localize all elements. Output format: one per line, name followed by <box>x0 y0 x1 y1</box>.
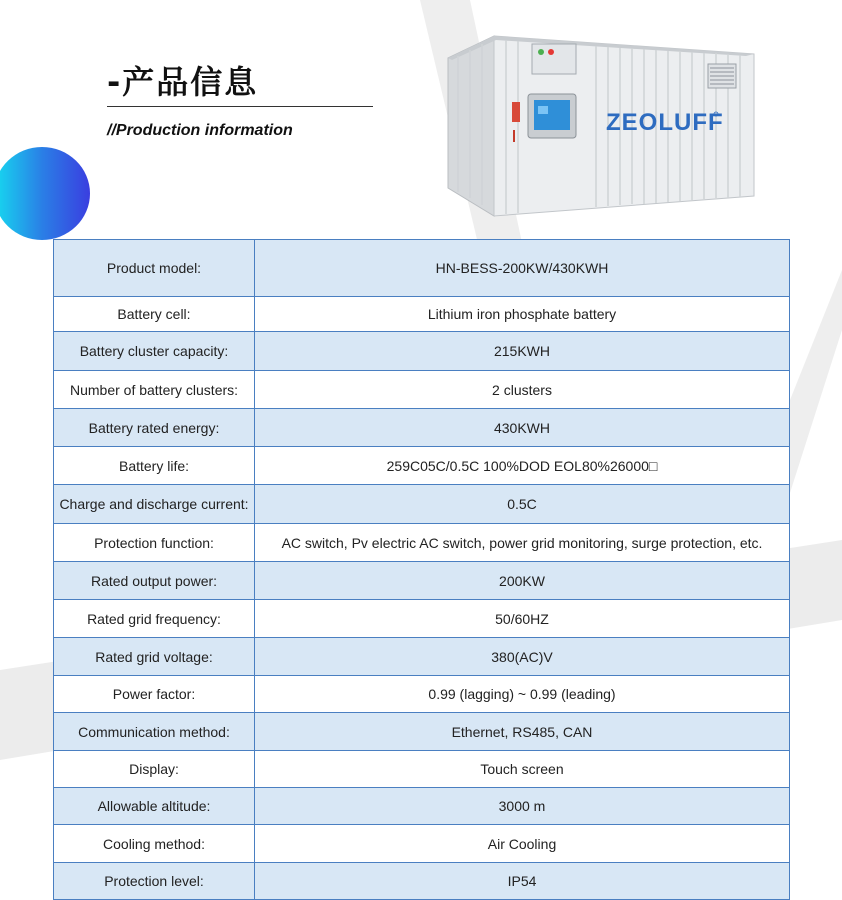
spec-label: Power factor: <box>54 676 255 713</box>
brand-logo-text: ZEOLUFF <box>606 109 724 136</box>
spec-value: 430KWH <box>255 409 790 447</box>
spec-row <box>54 676 790 713</box>
spec-row <box>54 371 790 409</box>
spec-row <box>54 600 790 638</box>
spec-label: Rated grid frequency: <box>54 600 255 638</box>
spec-row <box>54 825 790 863</box>
heading-subtitle-en: //Production information <box>107 122 293 139</box>
spec-label: Protection function: <box>54 524 255 562</box>
spec-label: Battery cluster capacity: <box>54 332 255 371</box>
spec-row <box>54 485 790 524</box>
spec-row <box>54 713 790 751</box>
heading-title-cn: -产品信息 <box>107 63 259 101</box>
spec-label: Product model: <box>54 240 255 297</box>
spec-value: 0.99 (lagging) ~ 0.99 (leading) <box>255 676 790 713</box>
spec-label: Battery life: <box>54 447 255 485</box>
spec-value: 259C05C/0.5C 100%DOD EOL80%26000□ <box>255 447 790 485</box>
spec-row <box>54 447 790 485</box>
spec-row <box>54 751 790 788</box>
spec-label: Communication method: <box>54 713 255 751</box>
spec-label: Protection level: <box>54 863 255 900</box>
product-container-image <box>446 30 756 220</box>
spec-value: 3000 m <box>255 788 790 825</box>
spec-label: Number of battery clusters: <box>54 371 255 409</box>
spec-row <box>54 638 790 676</box>
spec-row <box>54 297 790 332</box>
spec-label: Rated output power: <box>54 562 255 600</box>
spec-value: HN-BESS-200KW/430KWH <box>255 240 790 297</box>
spec-value: AC switch, Pv electric AC switch, power grid monitoring, surge protection, etc. <box>255 524 790 562</box>
spec-row <box>54 240 790 297</box>
spec-row <box>54 332 790 371</box>
spec-value: Ethernet, RS485, CAN <box>255 713 790 751</box>
spec-label: Battery rated energy: <box>54 409 255 447</box>
spec-value: IP54 <box>255 863 790 900</box>
heading-divider <box>107 106 373 107</box>
spec-label: Cooling method: <box>54 825 255 863</box>
spec-label: Display: <box>54 751 255 788</box>
spec-value: Touch screen <box>255 751 790 788</box>
spec-value: Lithium iron phosphate battery <box>255 297 790 332</box>
spec-table <box>53 239 790 900</box>
spec-value: 200KW <box>255 562 790 600</box>
spec-value: 0.5C <box>255 485 790 524</box>
spec-value: 2 clusters <box>255 371 790 409</box>
spec-value: 50/60HZ <box>255 600 790 638</box>
spec-value: 215KWH <box>255 332 790 371</box>
spec-label: Charge and discharge current: <box>54 485 255 524</box>
spec-row <box>54 863 790 900</box>
spec-label: Rated grid voltage: <box>54 638 255 676</box>
spec-label: Battery cell: <box>54 297 255 332</box>
spec-row <box>54 562 790 600</box>
spec-row <box>54 788 790 825</box>
spec-row <box>54 409 790 447</box>
spec-row <box>54 524 790 562</box>
spec-label: Allowable altitude: <box>54 788 255 825</box>
spec-value: 380(AC)V <box>255 638 790 676</box>
section-heading <box>107 62 258 102</box>
spec-value: Air Cooling <box>255 825 790 863</box>
